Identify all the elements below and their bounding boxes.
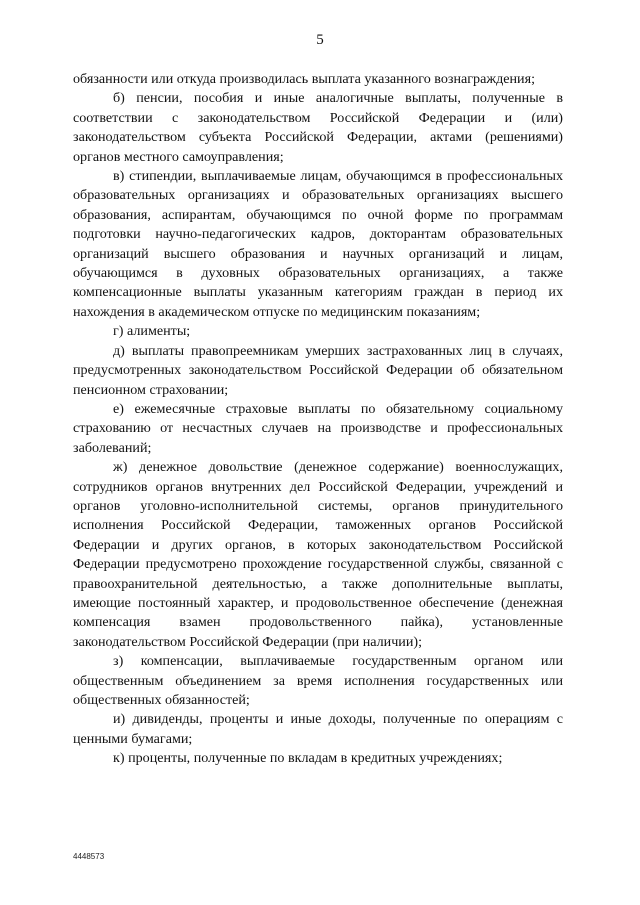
paragraph-item-k: к) проценты, полученные по вкладам в кредитных учреждениях; [113, 750, 503, 767]
paragraph-item-zh: ж) денежное довольствие (денежное содержание) военнослужащих, сотрудников органов внутренних дел Российской Федерации, учреждений и органов уголовно-исполнительной системы, органов принудительного исполнения Российской Федерации, таможенных органов Российской Федерации и других органов, в которых законодательством Российской Федерации предусмотрено прохождение государственной службы, связанной с правоохранительной деятельностью, а также дополнительные выплаты, имеющие постоянный характер, и продовольственное обеспечение (денежная компенсация взамен продовольственного пайка), установленные законодательством Российской Федерации (при наличии); [73, 459, 563, 650]
paragraph-continuation: обязанности или откуда производилась выплата указанного вознаграждения; [73, 71, 535, 87]
document-body [73, 70, 563, 769]
paragraph-item-e: е) ежемесячные страховые выплаты по обязательному социальному страхованию от несчастных случаев на производстве и профессиональных заболеваний; [73, 400, 563, 456]
paragraph-item-i: и) дивиденды, проценты и иные доходы, полученные по операциям с ценными бумагами; [73, 711, 563, 747]
paragraph-item-b: б) пенсии, пособия и иные аналогичные выплаты, полученные в соответствии с законодательством Российской Федерации и (или) законодательством субъекта Российской Федерации, актами (решениями) органов местного самоуправления; [73, 90, 563, 165]
paragraph-item-g: г) алименты; [113, 323, 191, 340]
paragraph-item-d: д) выплаты правопреемникам умерших застрахованных лиц в случаях, предусмотренных законодательством Российской Федерации об обязательном пенсионном страховании; [73, 342, 563, 398]
page-number: 5 [316, 32, 324, 48]
paragraph-item-v: в) стипендии, выплачиваемые лицам, обучающимся в профессиональных образовательных организациях и образовательных организациях высшего образования, аспирантам, обучающимся по очной форме по программам подготовки научно-педагогических кадров, докторантам образовательных организаций высшего образования и научных организаций и лицам, обучающимся в духовных образовательных организациях, а также компенсационные выплаты указанным категориям граждан в период их нахождения в академическом отпуске по медицинским показаниям; [73, 168, 563, 320]
paragraph-item-z: з) компенсации, выплачиваемые государственным органом или общественным объединением за время исполнения государственных или общественных обязанностей; [73, 653, 563, 708]
document-code: 4448573 [73, 852, 105, 861]
